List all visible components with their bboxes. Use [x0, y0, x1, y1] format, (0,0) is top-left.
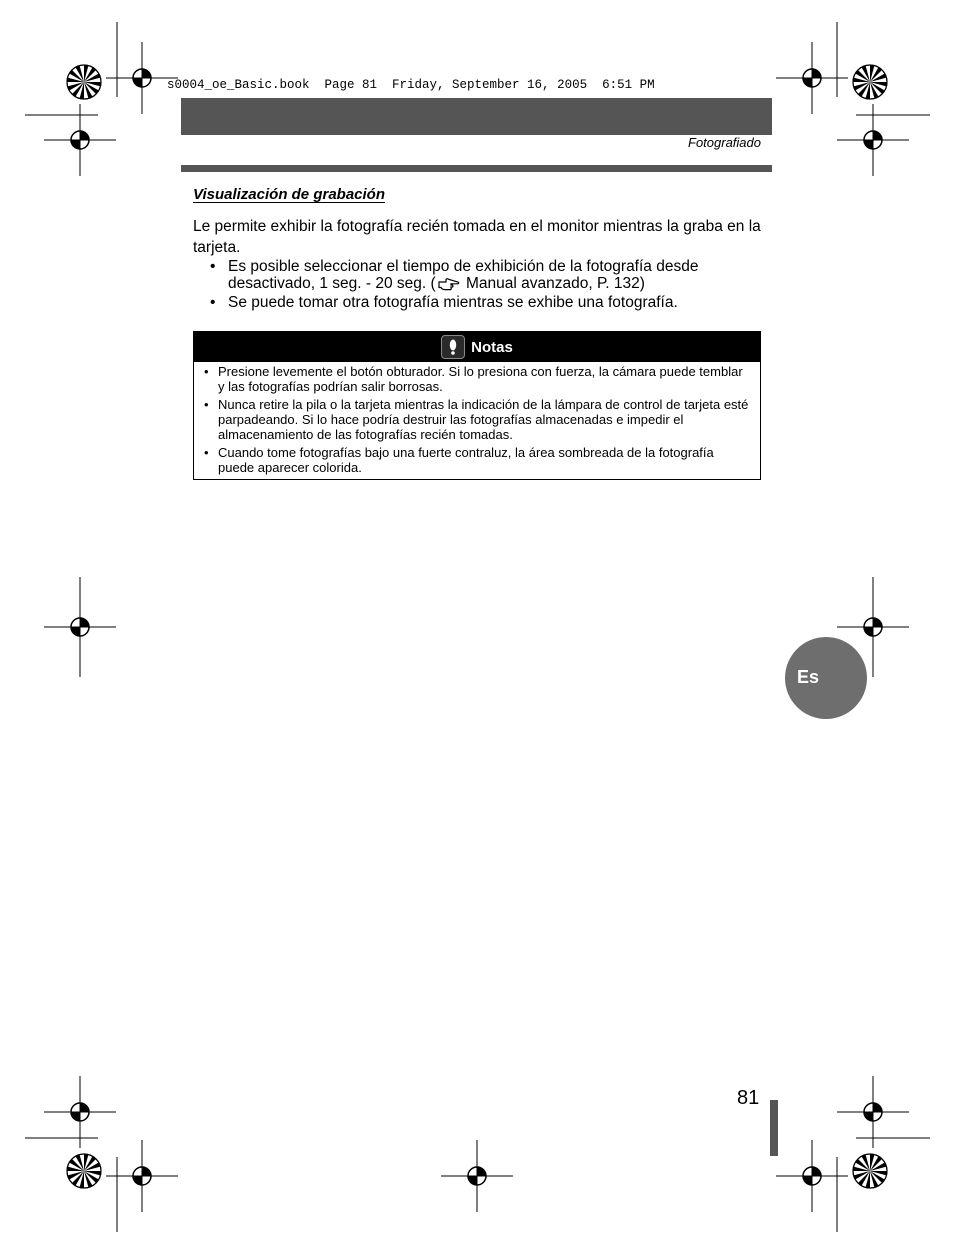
exclamation-icon — [441, 335, 465, 359]
note-text: Presione levemente el botón obturador. Si lo presiona con fuerza, la cámara puede temblar y las fotografías podrían salir borrosas. — [218, 364, 743, 394]
language-tab-label: Es — [797, 667, 820, 687]
intro-paragraph: Le permite exhibir la fotografía recién tomada en el monitor mientras la graba en la tarjeta. — [193, 218, 761, 256]
page-number-bar — [770, 1100, 778, 1156]
bullet-text-ref: Manual avanzado, P. 132) — [461, 275, 645, 292]
bullet-marker: • — [204, 364, 209, 379]
notes-header — [194, 332, 760, 362]
list-item — [204, 364, 749, 394]
header-rule — [181, 165, 772, 172]
bullet-marker: • — [204, 397, 209, 412]
notes-list — [204, 364, 749, 478]
note-text: Cuando tome fotografías bajo una fuerte contraluz, la área sombreada de la fotografía puede aparecer colorida. — [218, 445, 714, 475]
bullet-marker: • — [210, 294, 216, 311]
bullet-text: Se puede tomar otra fotografía mientras se exhibe una fotografía. — [228, 294, 678, 311]
bullet-marker: • — [210, 258, 216, 275]
page-number: 81 — [737, 1087, 760, 1109]
list-item — [204, 397, 749, 442]
list-item — [210, 294, 765, 311]
pointing-hand-icon — [438, 277, 460, 291]
list-item — [204, 445, 749, 475]
language-tab — [785, 637, 867, 719]
header-band — [181, 98, 772, 135]
notes-title: Notas — [471, 338, 513, 356]
section-title: Visualización de grabación — [193, 186, 385, 203]
running-head: Fotografiado — [688, 135, 761, 150]
bullet-text: Es posible seleccionar el tiempo de exhibición de la fotografía desde desactivado, 1 seg. - 20 seg. ( — [228, 258, 699, 292]
notes-box — [193, 331, 761, 480]
list-item — [210, 258, 765, 292]
bullet-list — [210, 258, 765, 313]
print-job-header: s0004_oe_Basic.book Page 81 Friday, September 16, 2005 6:51 PM — [167, 78, 655, 92]
note-text: Nunca retire la pila o la tarjeta mientras la indicación de la lámpara de control de tarjeta esté parpadeando. Si lo hace podría destruir las fotografías almacenadas e impedir el almacenamiento de las fotografías recién tomadas. — [218, 397, 749, 442]
bullet-marker: • — [204, 445, 209, 460]
